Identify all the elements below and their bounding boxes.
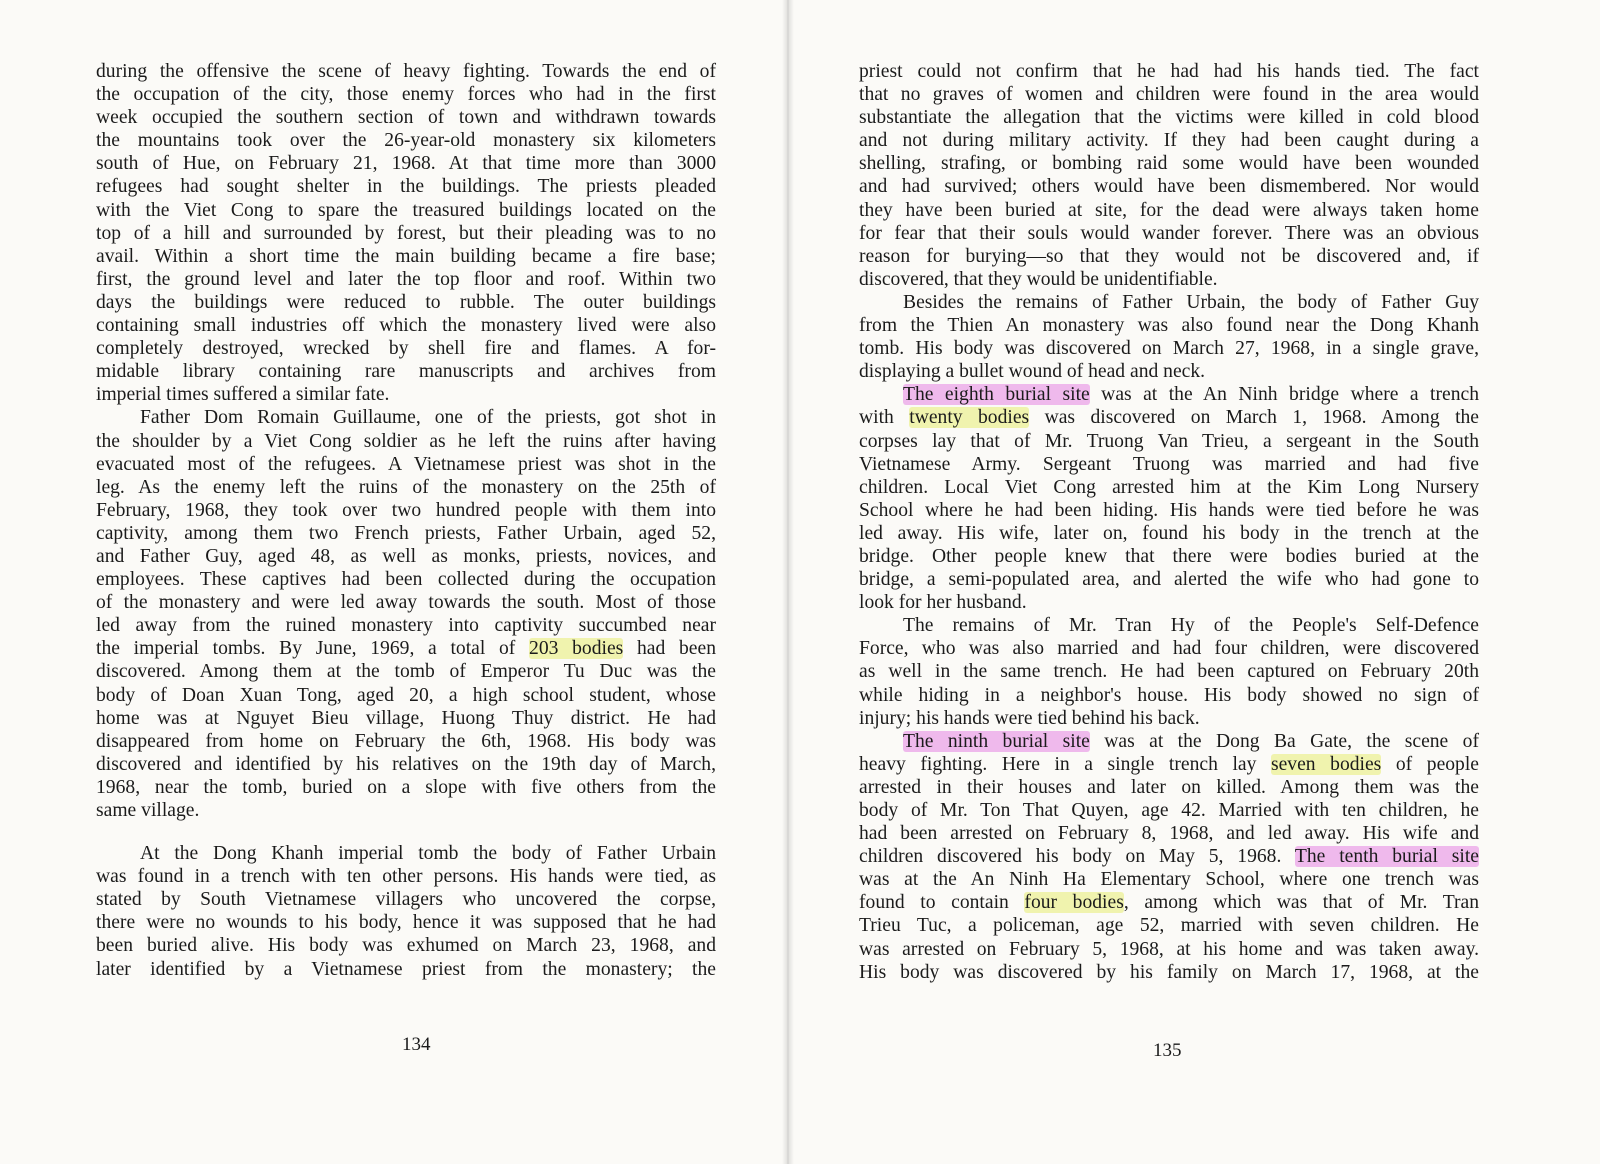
text-line xyxy=(859,175,1479,198)
text-line xyxy=(96,799,716,822)
line-text: they have been buried at site, for the dead were always taken home xyxy=(859,199,1479,221)
page-number-right: 135 xyxy=(1153,1040,1182,1061)
text-line xyxy=(96,83,716,106)
text-line xyxy=(96,291,716,314)
yellow-highlight: 203 bodies xyxy=(529,638,624,660)
text-line xyxy=(96,888,716,911)
line-text: and Father Guy, aged 48, as well as monks, priests, novices, and xyxy=(96,545,716,567)
line-text: corpses lay that of Mr. Truong Van Trieu, a sergeant in the South xyxy=(859,430,1479,452)
line-text: discovered. Among them at the tomb of Emperor Tu Duc was the xyxy=(96,661,716,683)
line-text: of people xyxy=(1381,753,1479,775)
text-line xyxy=(96,591,716,614)
line-text: The remains of Mr. Tran Hy of the People's Self-Defence xyxy=(903,615,1479,637)
line-text: of the monastery and were led away towards the south. Most of those xyxy=(96,592,716,614)
line-text: His body was discovered by his family on March 17, 1968, at the xyxy=(859,961,1479,983)
text-line xyxy=(859,199,1479,222)
text-line xyxy=(859,707,1479,730)
line-text: substantiate the allegation that the victims were killed in cold blood xyxy=(859,107,1479,129)
line-text: bridge, a semi-populated area, and alerted the wife who had gone to xyxy=(859,569,1479,591)
text-line xyxy=(96,245,716,268)
text-line xyxy=(859,753,1479,776)
text-line xyxy=(859,406,1479,429)
text-line xyxy=(96,129,716,152)
line-text: injury; his hands were tied behind his back. xyxy=(859,707,1200,729)
text-line xyxy=(859,60,1479,83)
text-line xyxy=(859,891,1479,914)
line-text: body of Doan Xuan Tong, aged 20, a high school student, whose xyxy=(96,684,716,706)
text-line xyxy=(859,245,1479,268)
line-text: leg. As the enemy left the ruins of the monastery on the 25th of xyxy=(96,476,716,498)
text-line xyxy=(96,911,716,934)
text-line xyxy=(96,337,716,360)
line-text: and not during military activity. If they had been caught during a xyxy=(859,130,1479,152)
line-text: while hiding in a neighbor's house. His body showed no sign of xyxy=(859,684,1479,706)
line-text: was at the An Ninh bridge where a trench xyxy=(1089,384,1479,406)
line-text: priest could not confirm that he had had his hands tied. The fact xyxy=(859,61,1479,82)
line-text: first, the ground level and later the top floor and roof. Within two xyxy=(96,268,716,290)
line-text: home was at Nguyet Bieu village, Huong Thuy district. He had xyxy=(96,707,716,729)
line-text: days the buildings were reduced to rubble. The outer buildings xyxy=(96,291,716,313)
line-text: during the offensive the scene of heavy fighting. Towards the end of xyxy=(96,61,716,82)
text-line xyxy=(859,614,1479,637)
line-text: reason for burying—so that they would not be discovered and, if xyxy=(859,245,1479,267)
line-text: body of Mr. Ton That Quyen, age 42. Married with ten children, he xyxy=(859,800,1479,821)
line-text: the imperial tombs. By June, 1969, a total of xyxy=(96,638,530,660)
text-line xyxy=(96,660,716,683)
text-line xyxy=(859,222,1479,245)
text-line xyxy=(859,868,1479,891)
pink-highlight: The eighth burial site xyxy=(903,384,1090,406)
text-line xyxy=(96,776,716,799)
text-line xyxy=(859,106,1479,129)
line-text: tomb. His body was discovered on March 27, 1968, in a single grave, xyxy=(859,338,1479,360)
text-line xyxy=(96,842,716,865)
line-text: that no graves of women and children were found in the area would xyxy=(859,84,1479,106)
right-page-text xyxy=(859,60,1479,984)
line-text: the shoulder by a Viet Cong soldier as he left the ruins after having xyxy=(96,430,716,452)
text-line xyxy=(859,83,1479,106)
line-text: been buried alive. His body was exhumed on March 23, 1968, and xyxy=(96,935,716,957)
line-text: with xyxy=(859,407,910,429)
line-text: avail. Within a short time the main building became a fire base; xyxy=(96,245,716,267)
line-text: disappeared from home on February the 6th, 1968. His body was xyxy=(96,730,716,752)
line-text: had been arrested on February 8, 1968, and led away. His wife and xyxy=(859,823,1479,845)
line-text: there were no wounds to his body, hence it was supposed that he had xyxy=(96,912,716,934)
line-text: completely destroyed, wrecked by shell fire and flames. A for- xyxy=(96,338,716,360)
text-line xyxy=(859,938,1479,961)
line-text: discovered and identified by his relatives on the 19th day of March, xyxy=(96,753,716,775)
text-line xyxy=(859,476,1479,499)
line-text: School where he had been hiding. His hands were tied before he was xyxy=(859,499,1479,521)
line-text: was discovered on March 1, 1968. Among the xyxy=(1029,407,1480,429)
line-text: evacuated most of the refugees. A Vietnamese priest was shot in the xyxy=(96,453,716,475)
text-line xyxy=(96,637,716,660)
line-text: week occupied the southern section of town and withdrawn towards xyxy=(96,107,716,129)
text-line xyxy=(96,865,716,888)
line-text: the mountains took over the 26-year-old monastery six kilometers xyxy=(96,130,716,152)
text-line xyxy=(859,383,1479,406)
line-text: was arrested on February 5, 1968, at his home and was taken away. xyxy=(859,938,1479,960)
line-text: At the Dong Khanh imperial tomb the body of Father Urbain xyxy=(140,843,716,865)
line-text: discovered, that they would be unidentifiable. xyxy=(859,268,1218,290)
text-line xyxy=(96,522,716,545)
line-text: as well in the same trench. He had been captured on February 20th xyxy=(859,661,1479,683)
text-line xyxy=(96,476,716,499)
text-line xyxy=(859,822,1479,845)
line-text: top of a hill and surrounded by forest, but their pleading was to no xyxy=(96,222,716,244)
line-text: found to contain xyxy=(859,892,1025,914)
text-line xyxy=(96,430,716,453)
yellow-highlight: twenty bodies xyxy=(909,407,1030,429)
text-line xyxy=(859,337,1479,360)
text-line xyxy=(96,199,716,222)
text-line xyxy=(96,958,716,981)
text-line xyxy=(859,684,1479,707)
yellow-highlight: four bodies xyxy=(1024,892,1124,914)
line-text: for fear that their souls would wander forever. There was an obvious xyxy=(859,222,1479,244)
line-text: the occupation of the city, those enemy forces who had in the first xyxy=(96,84,716,106)
text-line xyxy=(96,568,716,591)
line-text: led away from the ruined monastery into captivity succumbed near xyxy=(96,615,716,637)
line-text: , among which was that of Mr. Tran xyxy=(1123,892,1479,914)
line-text: Besides the remains of Father Urbain, the body of Father Guy xyxy=(903,291,1479,313)
text-line xyxy=(96,106,716,129)
line-text: captivity, among them two French priests, Father Urbain, aged 52, xyxy=(96,522,716,544)
line-text: and had survived; others would have been dismembered. Nor would xyxy=(859,176,1479,198)
line-text: shelling, strafing, or bombing raid some would have been wounded xyxy=(859,153,1479,175)
line-text: 1968, near the tomb, buried on a slope with five others from the xyxy=(96,776,716,798)
line-text: bridge. Other people knew that there were bodies buried at the xyxy=(859,545,1479,567)
text-line xyxy=(859,568,1479,591)
line-text: children discovered his body on May 5, 1968. xyxy=(859,846,1295,868)
line-text: was at the Dong Ba Gate, the scene of xyxy=(1089,730,1479,752)
line-text: from the Thien An monastery was also found near the Dong Khanh xyxy=(859,315,1479,337)
text-line xyxy=(96,499,716,522)
line-text: midable library containing rare manuscripts and archives from xyxy=(96,361,716,383)
text-line xyxy=(96,453,716,476)
text-line xyxy=(96,360,716,383)
text-line xyxy=(96,314,716,337)
pink-highlight: The ninth burial site xyxy=(903,730,1090,752)
left-page-text xyxy=(96,60,716,981)
text-line xyxy=(859,914,1479,937)
text-line xyxy=(96,222,716,245)
page-number-left: 134 xyxy=(402,1034,431,1055)
text-line xyxy=(859,637,1479,660)
text-line xyxy=(859,776,1479,799)
text-line xyxy=(859,291,1479,314)
text-line xyxy=(859,430,1479,453)
line-text: south of Hue, on February 21, 1968. At that time more than 3000 xyxy=(96,153,716,175)
line-text: led away. His wife, later on, found his body in the trench at the xyxy=(859,522,1479,544)
text-line xyxy=(859,961,1479,984)
text-line xyxy=(96,175,716,198)
line-text: imperial times suffered a similar fate. xyxy=(96,384,390,406)
line-text: with the Viet Cong to spare the treasured buildings located on the xyxy=(96,199,716,221)
text-line xyxy=(96,614,716,637)
line-text: containing small industries off which the monastery lived were also xyxy=(96,315,716,337)
line-text: Trieu Tuc, a policeman, age 52, married with seven children. He xyxy=(859,915,1479,937)
line-text: employees. These captives had been collected during the occupation xyxy=(96,569,716,591)
line-text: look for her husband. xyxy=(859,592,1027,614)
line-text: arrested in their houses and later on killed. Among them was the xyxy=(859,776,1479,798)
text-line xyxy=(859,660,1479,683)
text-line xyxy=(859,314,1479,337)
text-line xyxy=(859,268,1479,291)
text-line xyxy=(859,522,1479,545)
text-line xyxy=(859,129,1479,152)
text-line xyxy=(859,360,1479,383)
text-line xyxy=(96,383,716,406)
text-line xyxy=(96,60,716,83)
line-text: same village. xyxy=(96,800,200,821)
text-line xyxy=(859,591,1479,614)
yellow-highlight: seven bodies xyxy=(1270,753,1382,775)
line-text: children. Local Viet Cong arrested him at the Kim Long Nursery xyxy=(859,476,1479,498)
book-gutter xyxy=(782,0,794,1164)
text-line xyxy=(96,684,716,707)
text-line xyxy=(859,730,1479,753)
text-line xyxy=(859,453,1479,476)
text-line xyxy=(96,753,716,776)
text-line xyxy=(859,545,1479,568)
text-line xyxy=(96,152,716,175)
line-text: was found in a trench with ten other persons. His hands were tied, as xyxy=(96,866,716,888)
line-text: Force, who was also married and had four children, were discovered xyxy=(859,638,1479,660)
line-text: February, 1968, they took over two hundred people with them into xyxy=(96,499,716,521)
pink-highlight: The tenth burial site xyxy=(1294,846,1480,868)
text-line xyxy=(859,799,1479,822)
text-line xyxy=(96,934,716,957)
text-line xyxy=(859,499,1479,522)
line-text: displaying a bullet wound of head and neck. xyxy=(859,361,1206,383)
text-line xyxy=(859,152,1479,175)
text-line xyxy=(859,845,1479,868)
line-text: heavy fighting. Here in a single trench lay xyxy=(859,753,1271,775)
line-text: refugees had sought shelter in the buildings. The priests pleaded xyxy=(96,176,716,198)
line-text: Vietnamese Army. Sergeant Truong was married and had five xyxy=(859,453,1479,475)
text-line xyxy=(96,730,716,753)
line-text: later identified by a Vietnamese priest from the monastery; the xyxy=(96,958,716,980)
line-text: Father Dom Romain Guillaume, one of the priests, got shot in xyxy=(140,407,716,429)
text-line xyxy=(96,406,716,429)
line-text: stated by South Vietnamese villagers who uncovered the corpse, xyxy=(96,889,716,911)
text-line xyxy=(96,545,716,568)
line-text: had been xyxy=(623,638,716,660)
line-text: was at the An Ninh Ha Elementary School, where one trench was xyxy=(859,869,1479,891)
text-line xyxy=(96,707,716,730)
text-line xyxy=(96,268,716,291)
